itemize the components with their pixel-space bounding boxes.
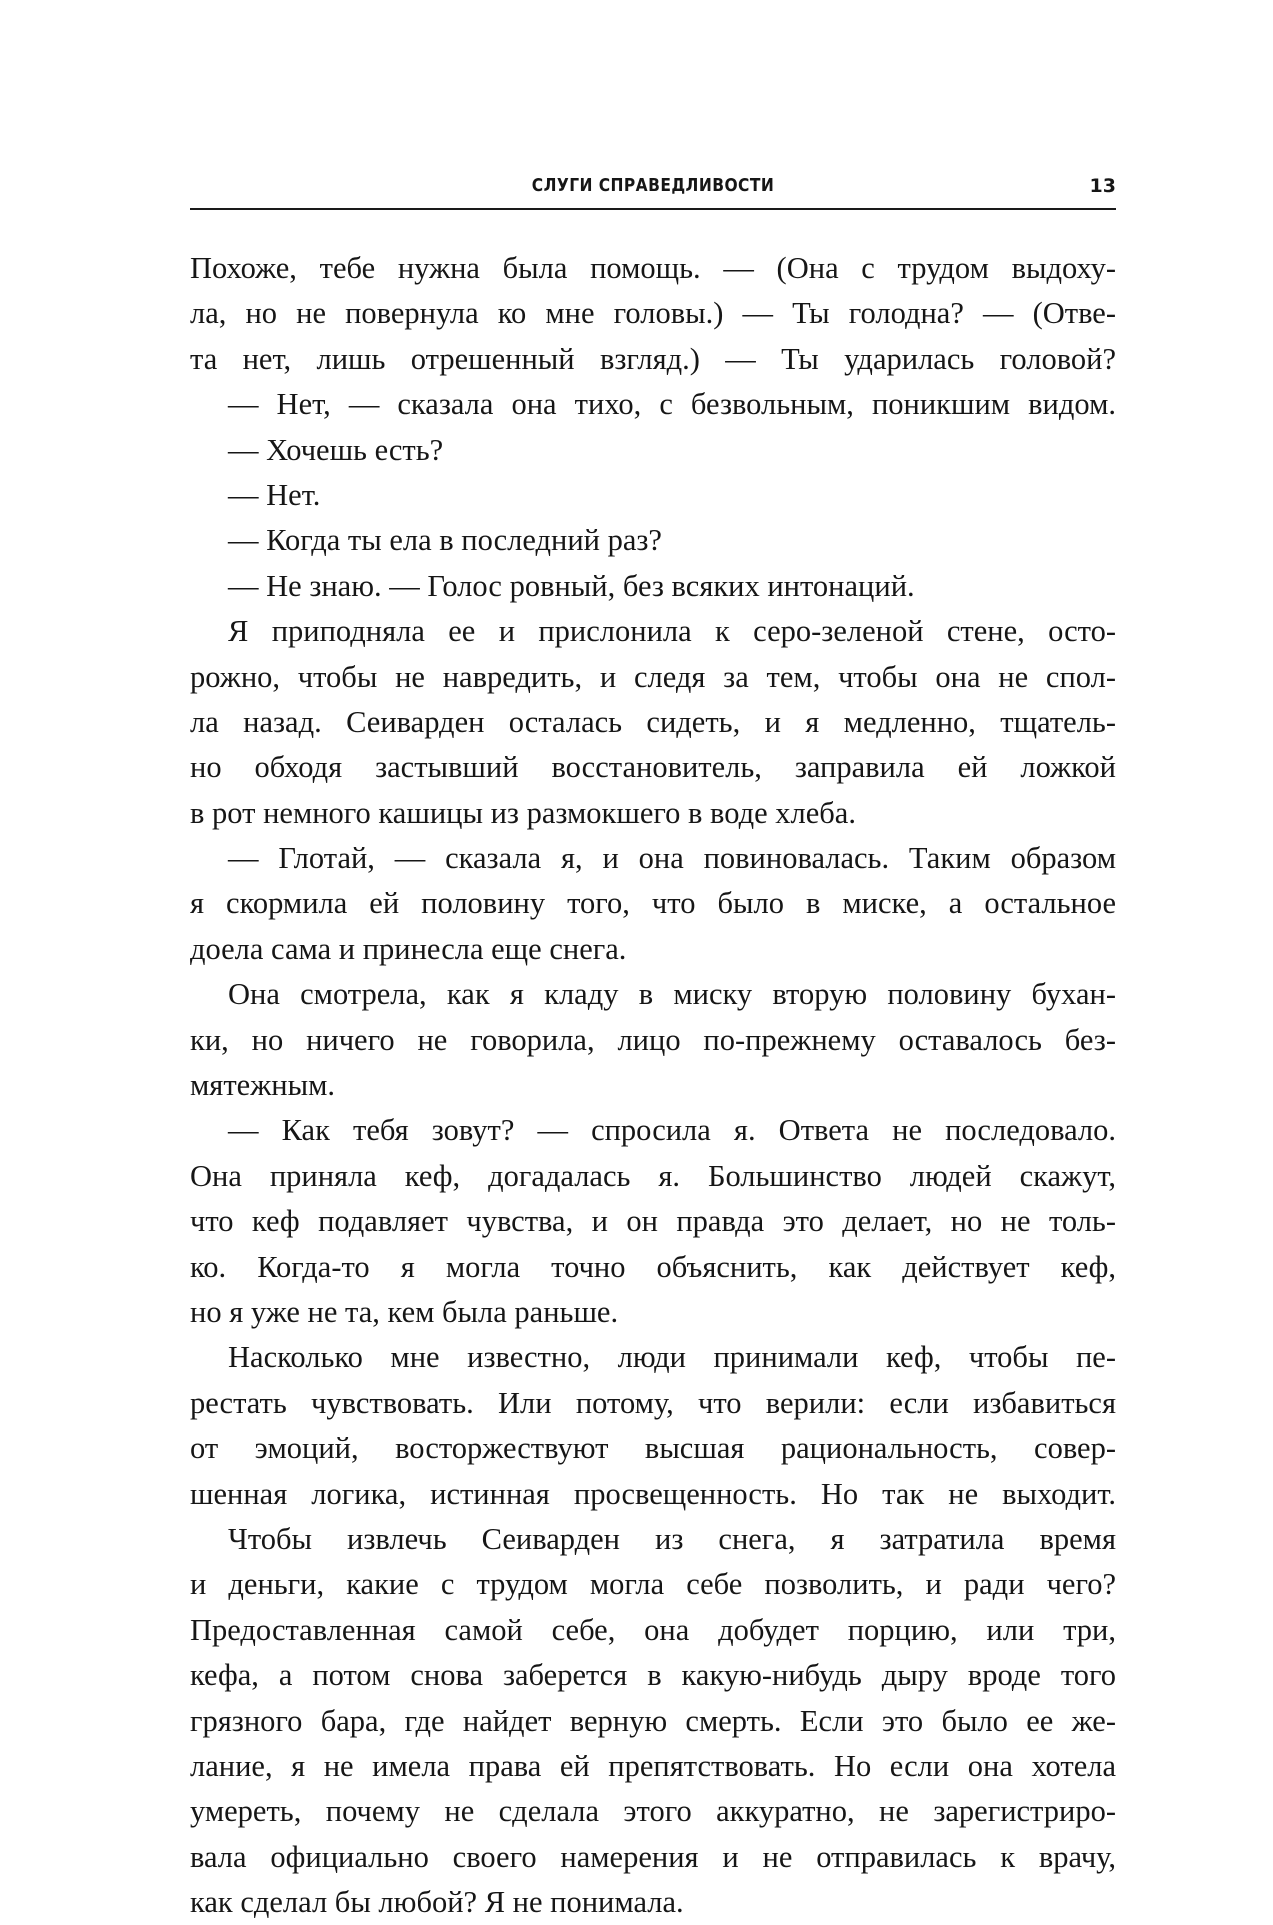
text-line: ки, но ничего не говорила, лицо по-прежнему оставалось без- — [190, 1022, 1116, 1057]
text-line: Она смотрела, как я кладу в миску вторую половину бухан- — [228, 977, 1116, 1012]
text-line: рестать чувствовать. Или потому, что верили: если избавиться — [190, 1385, 1116, 1420]
text-line: но обходя застывший восстановитель, заправила ей ложкой — [190, 750, 1116, 785]
text-line: Предоставленная самой себе, она добудет порцию, или три, — [190, 1612, 1116, 1647]
text-line: Насколько мне известно, люди принимали кеф, чтобы пе- — [228, 1340, 1116, 1375]
text-line: как сделал бы любой? Я не понимала. — [190, 1885, 684, 1920]
text-line: доела сама и принесла еще снега. — [190, 931, 627, 966]
text-line: мятежным. — [190, 1068, 336, 1103]
text-line: и деньги, какие с трудом могла себе позволить, и ради чего? — [190, 1567, 1116, 1602]
running-head — [190, 172, 1116, 208]
text-line: но я уже не та, кем была раньше. — [190, 1294, 619, 1329]
text-line: вала официально своего намерения и не отправилась к врачу, — [190, 1839, 1116, 1874]
page-number: 13 — [1089, 175, 1116, 197]
text-line: ко. Когда-то я могла точно объяснить, как действует кеф, — [190, 1249, 1116, 1284]
text-line: — Когда ты ела в последний раз? — [228, 523, 662, 558]
text-line: та нет, лишь отрешенный взгляд.) — Ты ударилась головой? — [190, 341, 1116, 376]
text-line: — Нет, — сказала она тихо, с безвольным, поникшим видом. — [228, 387, 1116, 422]
text-line: от эмоций, восторжествуют высшая рациональность, совер- — [190, 1431, 1116, 1466]
text-line: грязного бара, где найдет верную смерть. Если это было ее же- — [190, 1703, 1116, 1738]
text-line: ла назад. Сеиварден осталась сидеть, и я медленно, тщатель- — [190, 704, 1116, 739]
text-line: в рот немного кашицы из размокшего в воде хлеба. — [190, 795, 856, 830]
text-line: Я приподняла ее и прислонила к серо-зеленой стене, осто- — [228, 614, 1116, 649]
text-line: ла, но не повернула ко мне головы.) — Ты голодна? — (Отве- — [190, 296, 1116, 331]
text-line: лание, я не имела права ей препятствовать. Но если она хотела — [190, 1748, 1116, 1783]
text-line: — Не знаю. — Голос ровный, без всяких интонаций. — [228, 568, 915, 603]
text-line: — Как тебя зовут? — спросила я. Ответа не последовало. — [228, 1113, 1116, 1148]
text-line: я скормила ей половину того, что было в миске, а остальное — [190, 886, 1116, 921]
header-rule — [190, 208, 1116, 210]
text-line: — Хочешь есть? — [228, 432, 444, 467]
text-line: рожно, чтобы не навредить, и следя за тем, чтобы она не спол- — [190, 659, 1116, 694]
text-line: Похоже, тебе нужна была помощь. — (Она с трудом выдоху- — [190, 251, 1116, 285]
text-line: — Нет. — [228, 477, 321, 512]
text-line: Она приняла кеф, догадалась я. Большинство людей скажут, — [190, 1158, 1116, 1193]
text-line: — Глотай, — сказала я, и она повиновалась. Таким образом — [228, 841, 1116, 876]
running-title: СЛУГИ СПРАВЕДЛИВОСТИ — [531, 175, 775, 196]
body-text — [190, 246, 1116, 1925]
text-line: что кеф подавляет чувства, и он правда это делает, но не толь- — [190, 1204, 1116, 1239]
text-line: Чтобы извлечь Сеиварден из снега, я затратила время — [228, 1521, 1116, 1556]
text-line: кефа, а потом снова заберется в какую-нибудь дыру вроде того — [190, 1658, 1116, 1693]
text-line: умереть, почему не сделала этого аккуратно, не зарегистриро- — [190, 1794, 1116, 1829]
text-line: шенная логика, истинная просвещенность. Но так не выходит. — [190, 1476, 1116, 1511]
